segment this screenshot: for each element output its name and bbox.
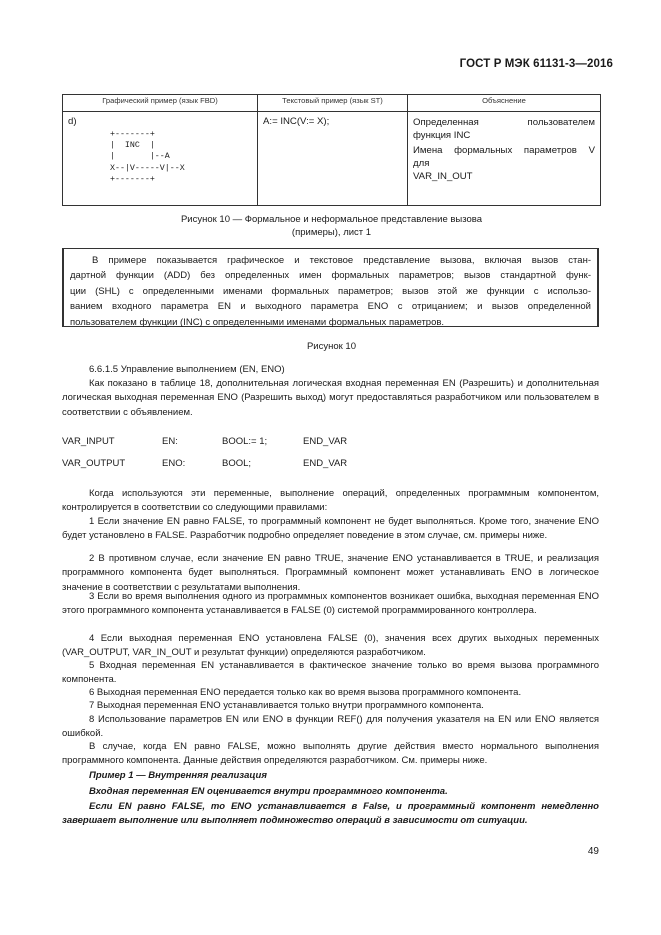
fbd-cell	[63, 112, 258, 206]
figure-caption-short: Рисунок 10	[306, 341, 357, 352]
decl-name: EN:	[162, 436, 178, 447]
decl-end: END_VAR	[303, 436, 348, 447]
example-text: Входная переменная EN оценивается внутри программного компонента.	[89, 786, 448, 797]
rule-item: 6 Выходная переменная ENO передается только как во время вызова программного компонента.	[89, 687, 522, 698]
example-text: Если EN равно FALSE, то ENO устанавливается в False, и программный компонент немедленно завершает выполнение или выполняет подмножество операций в зависимости от ситуации.	[62, 801, 599, 827]
rule-item: 5 Входная переменная EN устанавливается в фактическое значение только во время вызова программного компонента.	[62, 660, 599, 686]
explanation-line: VAR_IN_OUT	[413, 171, 473, 182]
explanation-line: Определенная пользователем	[413, 117, 595, 128]
caption-line: Рисунок 10 — Формальное и неформальное представление вызова	[180, 214, 483, 225]
rule-item: 7 Выходная переменная ENO устанавливается только внутри программного компонента.	[89, 700, 484, 711]
table-header-st: Текстовый пример (язык ST)	[258, 95, 408, 112]
paragraph: В случае, когда EN равно FALSE, можно выполнять другие действия вместо нормального выполнения программного компонента. Данные действия определяются разработчиком. См. примеры ниже.	[62, 741, 599, 767]
explanation-line: для	[413, 158, 430, 169]
decl-keyword: VAR_OUTPUT	[62, 458, 126, 469]
figure-table	[62, 94, 601, 206]
rule-item: 3 Если во время выполнения одного из программных компонентов возникает ошибка, выходная переменная ENO этого программного компонента устанавливается в FALSE (0) системой программированного контроллера.	[62, 591, 599, 617]
explanation-line: Имена формальных параметров V	[413, 145, 595, 156]
page-number: 49	[587, 846, 599, 857]
note-line: В примере показывается графическое и текстовое представление вызова, включая вызов стан-	[92, 255, 591, 266]
decl-keyword: VAR_INPUT	[62, 436, 115, 447]
decl-name: ENO:	[162, 458, 186, 469]
row-label: d)	[68, 116, 77, 127]
paragraph: Как показано в таблице 18, дополнительная логическая входная переменная EN (Разрешить) и дополнительная логическая выходная переменная ENO (Разрешить выход) могут предоставляться разработчиком или пользователем в соответствии с объявлением.	[62, 378, 599, 418]
paragraph: Когда используются эти переменные, выполнение операций, определенных программным компонентом, контролируется в соответствии со следующими правилами:	[62, 488, 599, 514]
note-line: ванием входного параметра EN и выходного параметра ENO с отрицанием; и вызов определенной	[70, 301, 591, 313]
table-header-explanation: Объяснение	[408, 95, 601, 112]
fbd-diagram: +-------+ | INC | | |--A X--|V-----V|--X +-------+	[110, 130, 185, 184]
table-header-row	[63, 95, 601, 112]
table-header-fbd: Графический пример (язык FBD)	[63, 95, 258, 112]
explanation-line: функция INC	[413, 130, 471, 141]
rule-item: 1 Если значение EN равно FALSE, то программный компонент не будет выполняться. Кроме того, значение ENO будет установлено в FALSE. Разработчик подробно определяет поведение в этом случае, см. примеры ниже.	[62, 516, 599, 542]
section-title: 6.6.1.5 Управление выполнением (EN, ENO)	[89, 364, 285, 375]
decl-type: BOOL;	[222, 458, 252, 469]
note-line: пользователем функции (INC) с определенными именами формальных параметров.	[70, 316, 445, 328]
note-box	[62, 248, 599, 327]
caption-line: (примеры), лист 1	[291, 227, 372, 238]
decl-end: END_VAR	[303, 458, 348, 469]
note-line: ции (SHL) с определенными именами формальных параметров; вызов этой же функции с использо-	[70, 285, 591, 297]
example-title: Пример 1 — Внутренняя реализация	[89, 770, 267, 781]
rule-item: 8 Использование параметров EN или ENO в функции REF() для получения указателя на EN или ENO является ошибкой.	[62, 714, 599, 740]
table-row	[63, 112, 601, 206]
figure-caption	[62, 213, 601, 239]
decl-type: BOOL:= 1;	[222, 436, 268, 447]
note-line: дартной функции (ADD) без определенных имен формальных параметров; вызов стандартной функ-	[70, 270, 591, 282]
document-header: ГОСТ Р МЭК 61131-3—2016	[459, 58, 613, 70]
rule-item: 2 В противном случае, если значение EN равно TRUE, значение ENO устанавливается в TRUE, и реализация программного компонента будет выполняться. Программный компонент может устанавливать ENO в логическое значение в соответствии с результатами выполнения.	[62, 553, 599, 593]
rule-item: 4 Если выходная переменная ENO установлена FALSE (0), значения всех других выходных переменных (VAR_OUTPUT, VAR_IN_OUT и результат функции) определяются разработчиком.	[62, 633, 599, 659]
st-cell: A:= INC(V:= X);	[258, 112, 408, 206]
explanation-cell	[408, 112, 601, 206]
